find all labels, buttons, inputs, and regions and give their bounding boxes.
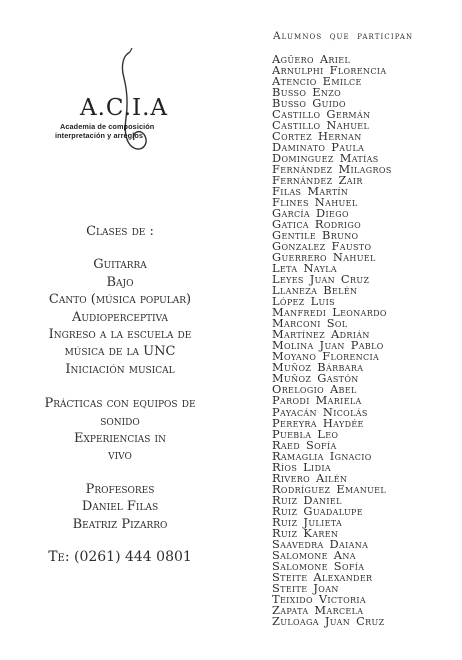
student-name: Muñoz Bárbara	[272, 360, 364, 375]
teachers-heading: Profesores	[85, 481, 155, 497]
practices-line: Prácticas con equipos de	[44, 396, 196, 412]
student-name: Llaneza Belén	[272, 283, 358, 298]
student-name: Cortez Hernan	[272, 129, 362, 144]
students-column	[272, 30, 457, 627]
class-item: Ingreso a la escuela de	[48, 327, 192, 343]
student-name: Pereyra Haydée	[272, 415, 364, 430]
logo-letters: A.C.I.A	[80, 95, 169, 121]
student-name: Busso Enzo	[272, 85, 342, 100]
student-name: Leta Nayla	[272, 261, 337, 276]
student-name: Puebla Leo	[272, 426, 339, 441]
students-heading: Alumnos que participan	[273, 30, 414, 42]
student-name: Ríos Lidia	[272, 459, 331, 474]
student-name: Ruiz Guadalupe	[272, 503, 363, 518]
student-name: Fernández Zair	[272, 173, 363, 188]
student-name: Manfredi Leonardo	[272, 305, 387, 320]
student-name: Flines Nahuel	[272, 195, 358, 210]
student-name: Salomone Ana	[272, 547, 356, 562]
student-name: Payacán Nicolás	[272, 404, 368, 419]
student-name: Ramaglia Ignacio	[272, 448, 372, 463]
class-item: música de la UNC	[64, 344, 176, 360]
student-name: Molina Juan Pablo	[272, 338, 384, 353]
student-name: Leyes Juan Cruz	[272, 272, 370, 287]
student-name: Rodríguez Emanuel	[272, 481, 387, 496]
student-name: García Diego	[272, 206, 349, 221]
class-item: Iniciación musical	[65, 361, 175, 377]
student-name: López Luis	[272, 294, 335, 309]
class-item: Bajo	[106, 274, 134, 290]
logo-subtitle-line2: interpretación y arreglos	[55, 131, 144, 140]
student-name: Agüero Ariel	[272, 52, 351, 66]
practices-line: Experiencias in	[74, 431, 166, 447]
student-name: Zapata Marcela	[272, 602, 364, 617]
student-name: Ruiz Karen	[272, 525, 339, 540]
student-name: Marconi Sol	[272, 316, 348, 331]
student-name: Atencio Emilce	[272, 74, 362, 89]
practices-line: vivo	[108, 448, 132, 464]
logo-subtitle-line1: Academia de composición	[60, 122, 155, 131]
info-column	[20, 223, 220, 567]
student-name: Steite Alexander	[272, 569, 373, 584]
teacher-name: Daniel Filas	[81, 499, 159, 515]
class-item: Canto (música popular)	[48, 292, 192, 308]
practices-line: sonido	[100, 413, 140, 429]
student-name: Ruiz Julieta	[272, 514, 343, 529]
student-name: Guerrero Nahuel	[272, 250, 376, 265]
student-name: Steite Joan	[272, 580, 339, 595]
student-name: Gentile Bruno	[272, 228, 359, 243]
student-name: Daminato Paula	[272, 140, 365, 155]
student-name: Filas Martín	[272, 184, 349, 199]
student-name: Orelogio Abel	[272, 382, 357, 397]
student-name: Castillo Nahuel	[272, 118, 370, 133]
class-item: Guitarra	[93, 257, 147, 273]
teacher-name: Beatriz Pizarro	[72, 516, 168, 532]
student-name: Ruiz Daniel	[272, 492, 342, 507]
academy-logo	[52, 48, 202, 158]
class-item: Audioperceptiva	[72, 309, 168, 325]
student-name: Saavedra Daiana	[272, 536, 369, 551]
student-name: Zuloaga Juan Cruz	[272, 613, 385, 628]
student-name: Gonzalez Fausto	[272, 239, 372, 254]
classes-heading: Clases de :	[86, 224, 154, 239]
student-name: Rivero Ailén	[272, 470, 348, 485]
student-list	[272, 54, 457, 627]
student-name: Raed Sofía	[272, 437, 337, 452]
student-name: Teixido Victoria	[272, 591, 367, 606]
student-name: Salomone Sofía	[272, 558, 365, 573]
student-name: Fernández Milagros	[272, 162, 392, 177]
student-name: Moyano Florencia	[272, 349, 380, 364]
student-name: Gatica Rodrigo	[272, 217, 362, 232]
student-name: Muñoz Gastón	[272, 371, 359, 386]
student-name: Busso Guido	[272, 96, 346, 111]
student-name: Castillo Germán	[272, 107, 371, 122]
student-name: Parodi Mariela	[272, 393, 362, 408]
student-name: Dominguez Matías	[272, 151, 379, 166]
student-name: Arnulphi Florencia	[272, 63, 387, 78]
phone-number: Te: (0261) 444 0801	[48, 549, 192, 566]
student-name: Martínez Adrián	[272, 327, 370, 342]
